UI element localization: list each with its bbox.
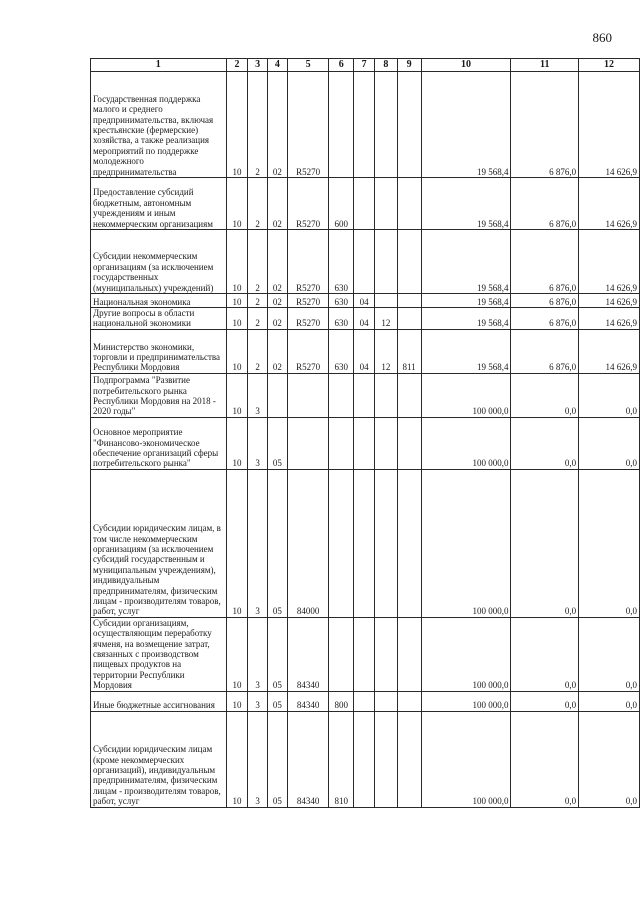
cell-c2: 10: [226, 72, 248, 178]
cell-c3: 2: [248, 72, 268, 178]
cell-c5: R5270: [287, 72, 329, 178]
cell-c5: R5270: [287, 308, 329, 330]
cell-c5: R5270: [287, 294, 329, 308]
cell-c2: 10: [226, 308, 248, 330]
cell-c2: 10: [226, 230, 248, 294]
page-number: 860: [592, 30, 612, 45]
column-header: 3: [248, 59, 268, 72]
table-row: [91, 178, 640, 230]
cell-c12: 14 626,9: [579, 230, 640, 294]
cell-c6: 630: [329, 294, 354, 308]
cell-c2: 10: [226, 617, 248, 691]
column-header: 9: [397, 59, 421, 72]
cell-c6: 800: [329, 691, 354, 711]
cell-c4: 05: [268, 417, 288, 469]
cell-c9: [397, 711, 421, 807]
cell-c5: 84000: [287, 469, 329, 617]
cell-c4: 05: [268, 617, 288, 691]
cell-c5: 84340: [287, 617, 329, 691]
cell-c12: 0,0: [579, 691, 640, 711]
cell-c12: 0,0: [579, 373, 640, 417]
row-name: Подпрограмма "Развитие потребительского рынка Республики Мордовия на 2018 - 2020 годы": [91, 373, 227, 417]
cell-c4: 02: [268, 230, 288, 294]
cell-c9: [397, 469, 421, 617]
cell-c6: [329, 72, 354, 178]
cell-c9: [397, 617, 421, 691]
column-header: 2: [226, 59, 248, 72]
cell-c3: 3: [248, 469, 268, 617]
cell-c11: 0,0: [511, 691, 579, 711]
row-name: Иные бюджетные ассигнования: [91, 691, 227, 711]
cell-c7: [354, 72, 375, 178]
cell-c11: 0,0: [511, 373, 579, 417]
cell-c2: 10: [226, 469, 248, 617]
cell-c3: 2: [248, 308, 268, 330]
cell-c11: 6 876,0: [511, 72, 579, 178]
cell-c9: [397, 294, 421, 308]
cell-c11: 6 876,0: [511, 230, 579, 294]
cell-c5: R5270: [287, 230, 329, 294]
column-header: 8: [374, 59, 397, 72]
cell-c7: 04: [354, 294, 375, 308]
cell-c11: 6 876,0: [511, 308, 579, 330]
header-row: [91, 59, 640, 72]
row-name: Субсидии юридическим лицам, в том числе некоммерческим организациям (за исключением субсидий государственным и муниципальным учреждениям), индивидуальным предпринимателям, физическим лицам - производителям товаров, работ, услуг: [91, 469, 227, 617]
cell-c10: 100 000,0: [421, 417, 511, 469]
cell-c9: 811: [397, 329, 421, 373]
column-header: 1: [91, 59, 227, 72]
cell-c4: 02: [268, 178, 288, 230]
row-name: Национальная экономика: [91, 294, 227, 308]
cell-c8: [374, 373, 397, 417]
table-row: [91, 373, 640, 417]
cell-c8: [374, 417, 397, 469]
cell-c7: [354, 417, 375, 469]
cell-c2: 10: [226, 417, 248, 469]
cell-c3: 3: [248, 417, 268, 469]
cell-c3: 3: [248, 373, 268, 417]
table-body: [91, 72, 640, 808]
cell-c4: 05: [268, 469, 288, 617]
cell-c4: 02: [268, 308, 288, 330]
table-row: [91, 711, 640, 807]
cell-c10: 19 568,4: [421, 178, 511, 230]
cell-c8: [374, 711, 397, 807]
cell-c9: [397, 72, 421, 178]
row-name: Государственная поддержка малого и среднего предпринимательства, включая крестьянские (фермерские) хозяйства, а также реализация мероприятий по поддержке молодежного предпринимательства: [91, 72, 227, 178]
cell-c7: [354, 230, 375, 294]
table-row: [91, 691, 640, 711]
cell-c6: [329, 617, 354, 691]
column-header: 12: [579, 59, 640, 72]
cell-c4: [268, 373, 288, 417]
cell-c10: 19 568,4: [421, 72, 511, 178]
cell-c3: 2: [248, 294, 268, 308]
cell-c6: 630: [329, 230, 354, 294]
table-row: [91, 294, 640, 308]
row-name: Другие вопросы в области национальной экономики: [91, 308, 227, 330]
cell-c10: 19 568,4: [421, 329, 511, 373]
cell-c4: 02: [268, 329, 288, 373]
column-header: 7: [354, 59, 375, 72]
row-name: Субсидии некоммерческим организациям (за исключением государственных (муниципальных) учреждений): [91, 230, 227, 294]
cell-c12: 14 626,9: [579, 72, 640, 178]
cell-c3: 2: [248, 329, 268, 373]
cell-c10: 100 000,0: [421, 469, 511, 617]
cell-c2: 10: [226, 329, 248, 373]
cell-c10: 100 000,0: [421, 373, 511, 417]
cell-c5: [287, 373, 329, 417]
cell-c7: [354, 617, 375, 691]
row-name: Предоставление субсидий бюджетным, автономным учреждениям и иным некоммерческим организациям: [91, 178, 227, 230]
column-header: 11: [511, 59, 579, 72]
cell-c10: 100 000,0: [421, 711, 511, 807]
cell-c9: [397, 691, 421, 711]
cell-c12: 0,0: [579, 469, 640, 617]
cell-c8: 12: [374, 308, 397, 330]
cell-c11: 0,0: [511, 469, 579, 617]
cell-c8: [374, 617, 397, 691]
cell-c11: 6 876,0: [511, 178, 579, 230]
column-header: 6: [329, 59, 354, 72]
cell-c5: 84340: [287, 691, 329, 711]
column-header: 5: [287, 59, 329, 72]
cell-c2: 10: [226, 294, 248, 308]
cell-c7: [354, 178, 375, 230]
cell-c6: [329, 469, 354, 617]
cell-c6: [329, 373, 354, 417]
cell-c12: 14 626,9: [579, 308, 640, 330]
cell-c5: 84340: [287, 711, 329, 807]
cell-c4: 05: [268, 691, 288, 711]
column-header: 10: [421, 59, 511, 72]
cell-c7: 04: [354, 308, 375, 330]
cell-c10: 19 568,4: [421, 294, 511, 308]
cell-c11: 6 876,0: [511, 294, 579, 308]
table-row: [91, 329, 640, 373]
cell-c11: 0,0: [511, 711, 579, 807]
cell-c4: 02: [268, 294, 288, 308]
table-row: [91, 308, 640, 330]
budget-table: [90, 58, 640, 808]
cell-c11: 0,0: [511, 417, 579, 469]
table-row: [91, 417, 640, 469]
cell-c5: R5270: [287, 329, 329, 373]
cell-c6: 630: [329, 308, 354, 330]
cell-c12: 0,0: [579, 417, 640, 469]
cell-c7: [354, 373, 375, 417]
table-row: [91, 617, 640, 691]
cell-c8: [374, 469, 397, 617]
cell-c10: 100 000,0: [421, 617, 511, 691]
cell-c3: 2: [248, 230, 268, 294]
cell-c8: [374, 178, 397, 230]
cell-c12: 0,0: [579, 617, 640, 691]
cell-c11: 0,0: [511, 617, 579, 691]
cell-c10: 19 568,4: [421, 230, 511, 294]
cell-c8: [374, 294, 397, 308]
cell-c9: [397, 178, 421, 230]
cell-c10: 19 568,4: [421, 308, 511, 330]
cell-c8: 12: [374, 329, 397, 373]
cell-c2: 10: [226, 691, 248, 711]
table-row: [91, 230, 640, 294]
cell-c3: 3: [248, 617, 268, 691]
cell-c9: [397, 230, 421, 294]
row-name: Основное мероприятие "Финансово-экономическое обеспечение организаций сферы потребительского рынка": [91, 417, 227, 469]
cell-c2: 10: [226, 178, 248, 230]
cell-c4: 05: [268, 711, 288, 807]
table-row: [91, 72, 640, 178]
cell-c3: 3: [248, 691, 268, 711]
cell-c5: R5270: [287, 178, 329, 230]
cell-c8: [374, 72, 397, 178]
row-name: Министерство экономики, торговли и предпринимательства Республики Мордовия: [91, 329, 227, 373]
row-name: Субсидии юридическим лицам (кроме некоммерческих организаций), индивидуальным предпринимателям, физическим лицам - производителям товаров, работ, услуг: [91, 711, 227, 807]
cell-c12: 0,0: [579, 711, 640, 807]
table-row: [91, 469, 640, 617]
cell-c2: 10: [226, 711, 248, 807]
cell-c9: [397, 308, 421, 330]
cell-c7: [354, 469, 375, 617]
cell-c8: [374, 230, 397, 294]
column-header: 4: [268, 59, 288, 72]
cell-c2: 10: [226, 373, 248, 417]
cell-c3: 2: [248, 178, 268, 230]
cell-c8: [374, 691, 397, 711]
cell-c3: 3: [248, 711, 268, 807]
cell-c6: 810: [329, 711, 354, 807]
cell-c11: 6 876,0: [511, 329, 579, 373]
cell-c6: [329, 417, 354, 469]
cell-c12: 14 626,9: [579, 178, 640, 230]
cell-c12: 14 626,9: [579, 294, 640, 308]
cell-c7: [354, 691, 375, 711]
cell-c4: 02: [268, 72, 288, 178]
cell-c9: [397, 373, 421, 417]
row-name: Субсидии организациям, осуществляющим переработку ячменя, на возмещение затрат, связанных с производством пищевых продуктов на территории Республики Мордовия: [91, 617, 227, 691]
cell-c10: 100 000,0: [421, 691, 511, 711]
cell-c6: 630: [329, 329, 354, 373]
cell-c6: 600: [329, 178, 354, 230]
cell-c9: [397, 417, 421, 469]
cell-c12: 14 626,9: [579, 329, 640, 373]
cell-c5: [287, 417, 329, 469]
cell-c7: [354, 711, 375, 807]
cell-c7: 04: [354, 329, 375, 373]
